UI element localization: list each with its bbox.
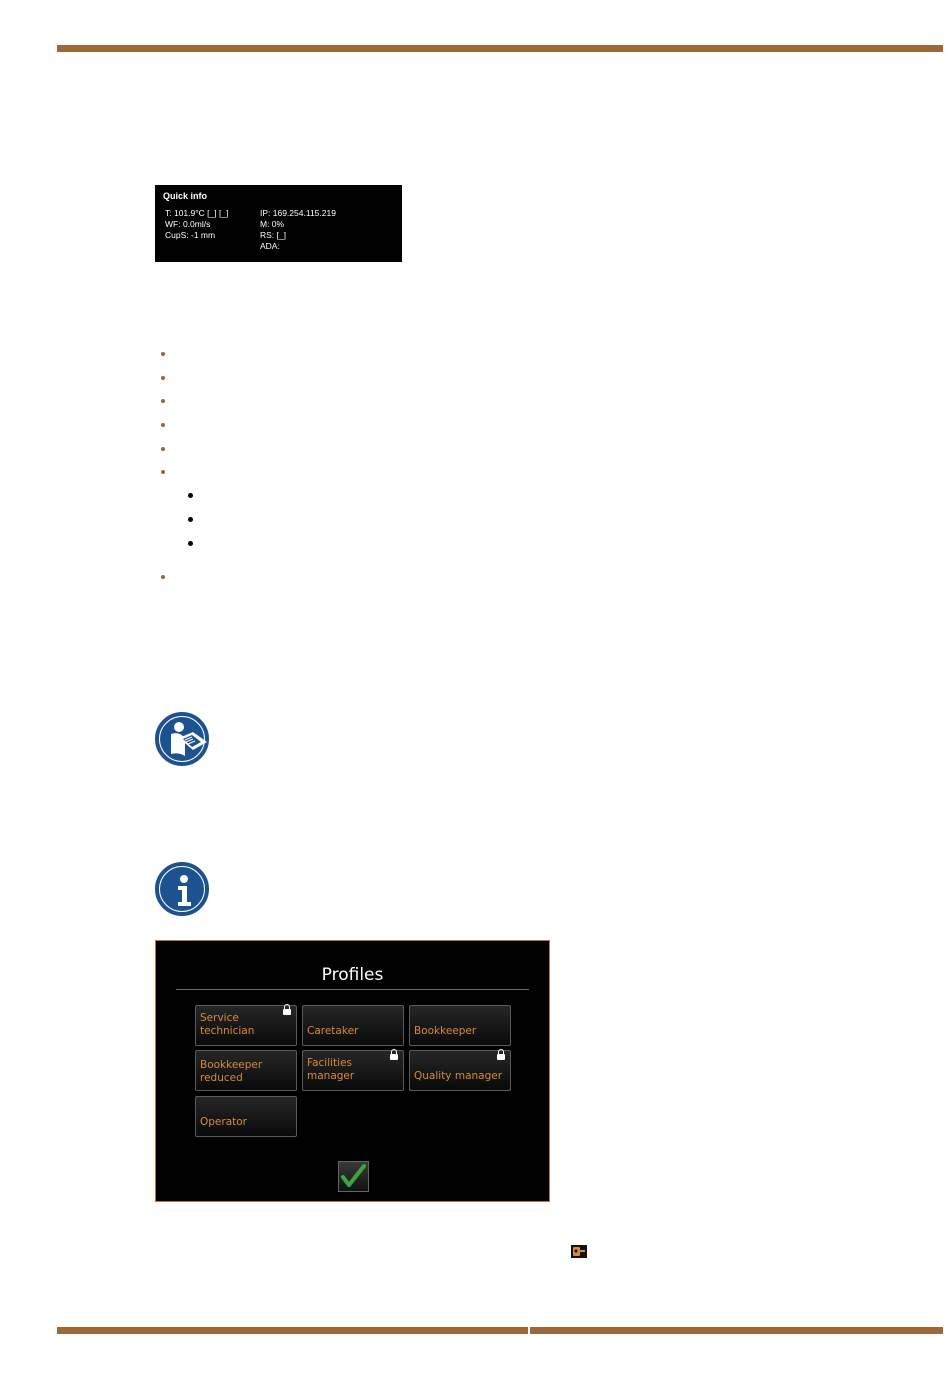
- profile-button-label: Quality manager: [414, 1070, 503, 1082]
- information-icon: [155, 862, 209, 916]
- confirm-button[interactable]: [338, 1161, 369, 1192]
- quick-info-right-column: [260, 208, 336, 252]
- quick-info-ada: ADA:: [260, 241, 280, 251]
- profile-button-label: Bookkeeper reduced: [200, 1059, 263, 1084]
- quick-info-rs: RS: [_]: [260, 230, 286, 240]
- profile-button-label: Bookkeeper: [414, 1025, 477, 1037]
- quick-info-cup-sensor: CupS: -1 mm: [165, 230, 216, 240]
- profiles-screen: [155, 940, 550, 1202]
- list-bullet: [161, 447, 165, 451]
- quick-info-temperature: T: 101.9°C [_] [_]: [165, 208, 229, 218]
- profile-button-caretaker[interactable]: [302, 1005, 404, 1046]
- quick-info-m: M: 0%: [260, 219, 285, 229]
- list-bullet: [161, 399, 165, 403]
- read-manual-icon: [155, 712, 209, 766]
- list-bullet: [161, 376, 165, 380]
- profile-button-label: Service technician: [200, 1012, 255, 1037]
- profile-button-bookkeeper[interactable]: [409, 1005, 511, 1046]
- profiles-title: Profiles: [321, 965, 384, 985]
- sub-list-bullet: [188, 517, 193, 522]
- list-bullet: [161, 575, 165, 579]
- profile-button-facilities-manager[interactable]: [302, 1050, 404, 1091]
- quick-info-title: Quick info: [163, 191, 208, 201]
- footer-rule-notch: [528, 1327, 530, 1334]
- sub-list-bullet: [188, 541, 193, 546]
- quick-info-ip: IP: 169.254.115.219: [260, 208, 336, 218]
- quick-info-panel: [155, 185, 402, 262]
- profile-button-label: Caretaker: [307, 1025, 359, 1037]
- profile-button-label: Facilities manager: [307, 1057, 355, 1082]
- profiles-divider: [176, 989, 529, 990]
- profile-button-label: Operator: [200, 1116, 247, 1128]
- sub-list-bullet: [188, 493, 193, 498]
- list-bullet: [161, 352, 165, 356]
- list-bullet: [161, 470, 165, 474]
- quick-info-left-column: [165, 208, 228, 241]
- lock-icon: [497, 1054, 505, 1060]
- profile-button-operator[interactable]: [195, 1096, 297, 1137]
- profile-button-quality-manager[interactable]: [409, 1050, 511, 1091]
- header-rule: [57, 45, 943, 52]
- profile-button-bookkeeper-reduced[interactable]: [195, 1050, 297, 1091]
- checkmark-icon: [339, 1162, 368, 1191]
- list-bullet: [161, 423, 165, 427]
- service-hand-icon: [571, 1245, 587, 1258]
- profile-button-service-technician[interactable]: [195, 1005, 297, 1046]
- footer-rule: [57, 1327, 943, 1334]
- quick-info-water-flow: WF: 0.0ml/s: [165, 219, 211, 229]
